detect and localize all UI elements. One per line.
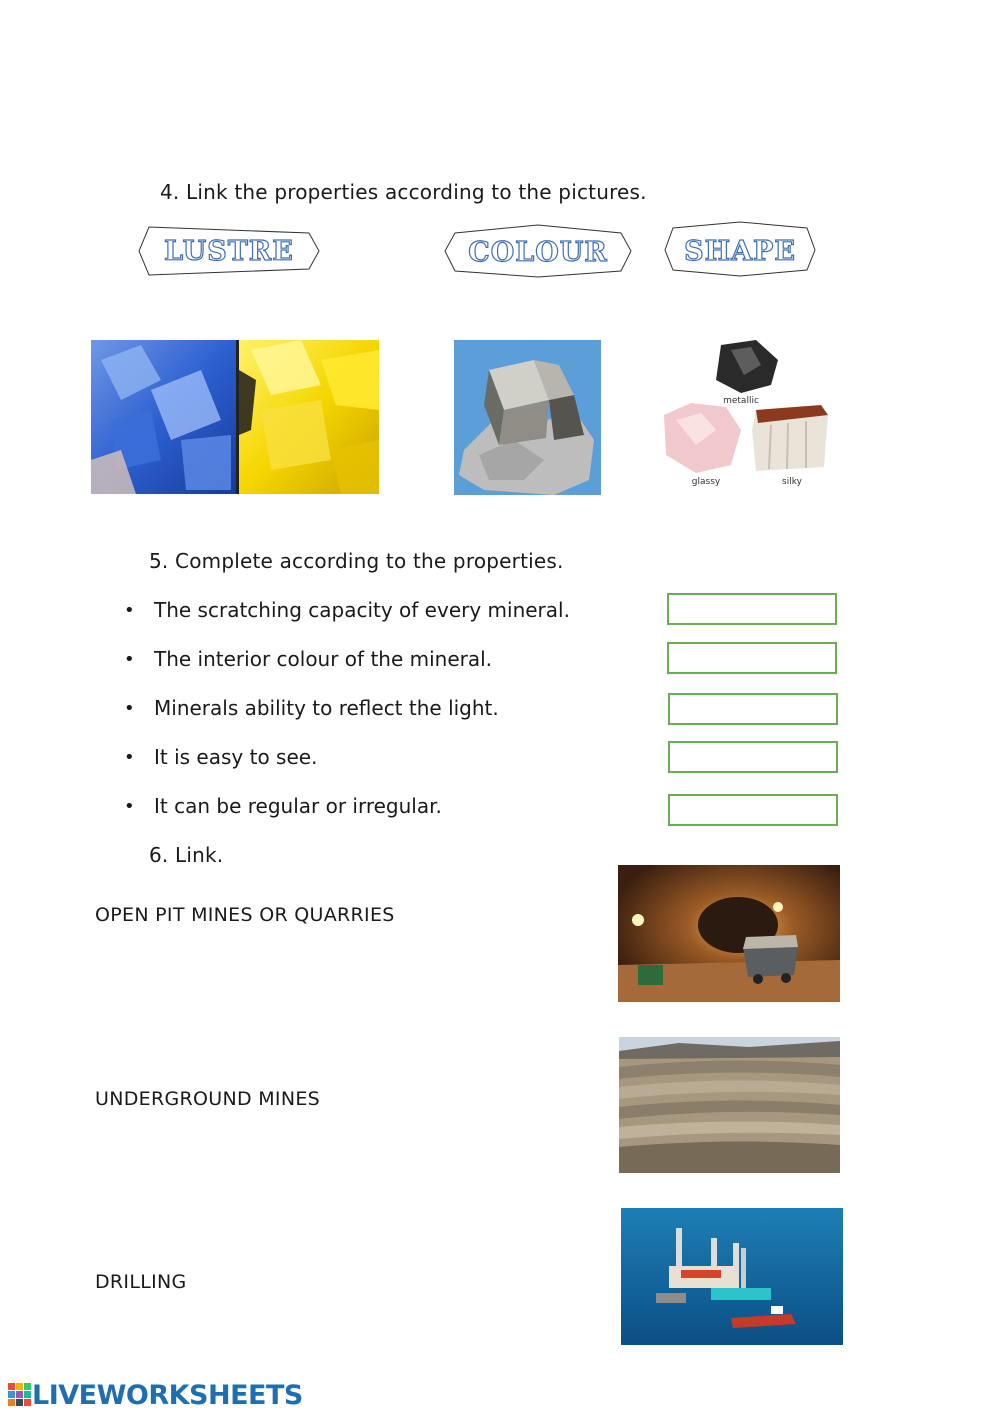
brand-text: LIVEWORKSHEETS bbox=[32, 1379, 303, 1411]
colour-label bbox=[443, 223, 633, 279]
colour-crystals-image bbox=[91, 340, 379, 494]
svg-text:glassy: glassy bbox=[691, 477, 721, 487]
bullet: • bbox=[124, 747, 135, 768]
svg-text:metallic: metallic bbox=[723, 396, 759, 406]
open-pit-mine-image bbox=[619, 1037, 840, 1173]
answer-box-4[interactable] bbox=[668, 741, 838, 773]
svg-text:silky: silky bbox=[782, 477, 802, 487]
bullet: • bbox=[124, 600, 135, 621]
logo-icon bbox=[8, 1383, 32, 1407]
answer-box-3[interactable] bbox=[668, 693, 838, 725]
mine-type-underground: UNDERGROUND MINES bbox=[95, 1088, 321, 1110]
lustre-samples-image bbox=[656, 335, 834, 490]
bullet: • bbox=[124, 698, 135, 719]
statement-5: It can be regular or irregular. bbox=[154, 794, 442, 818]
lustre-label bbox=[137, 225, 321, 277]
question-4-title: 4. Link the properties according to the pictures. bbox=[160, 180, 647, 204]
shape-label bbox=[663, 220, 817, 278]
answer-box-1[interactable] bbox=[667, 593, 837, 625]
question-6-title: 6. Link. bbox=[149, 843, 224, 867]
drilling-rig-image bbox=[621, 1208, 843, 1345]
statement-4: It is easy to see. bbox=[154, 745, 318, 769]
answer-box-2[interactable] bbox=[667, 642, 837, 674]
underground-mine-image bbox=[618, 865, 840, 1002]
statement-2: The interior colour of the mineral. bbox=[154, 647, 493, 671]
mine-type-open-pit: OPEN PIT MINES OR QUARRIES bbox=[95, 904, 395, 926]
svg-text:LUSTRE: LUSTRE bbox=[164, 236, 294, 267]
bullet: • bbox=[124, 649, 135, 670]
shape-pyrite-image bbox=[454, 340, 601, 495]
svg-text:SHAPE: SHAPE bbox=[684, 236, 796, 267]
svg-text:COLOUR: COLOUR bbox=[468, 237, 608, 268]
liveworksheets-logo bbox=[8, 1380, 303, 1410]
statement-3: Minerals ability to reflect the light. bbox=[154, 696, 499, 720]
statement-1: The scratching capacity of every mineral. bbox=[154, 598, 570, 622]
mine-type-drilling: DRILLING bbox=[95, 1271, 187, 1293]
bullet: • bbox=[124, 796, 135, 817]
question-5-title: 5. Complete according to the properties. bbox=[149, 549, 564, 573]
answer-box-5[interactable] bbox=[668, 794, 838, 826]
